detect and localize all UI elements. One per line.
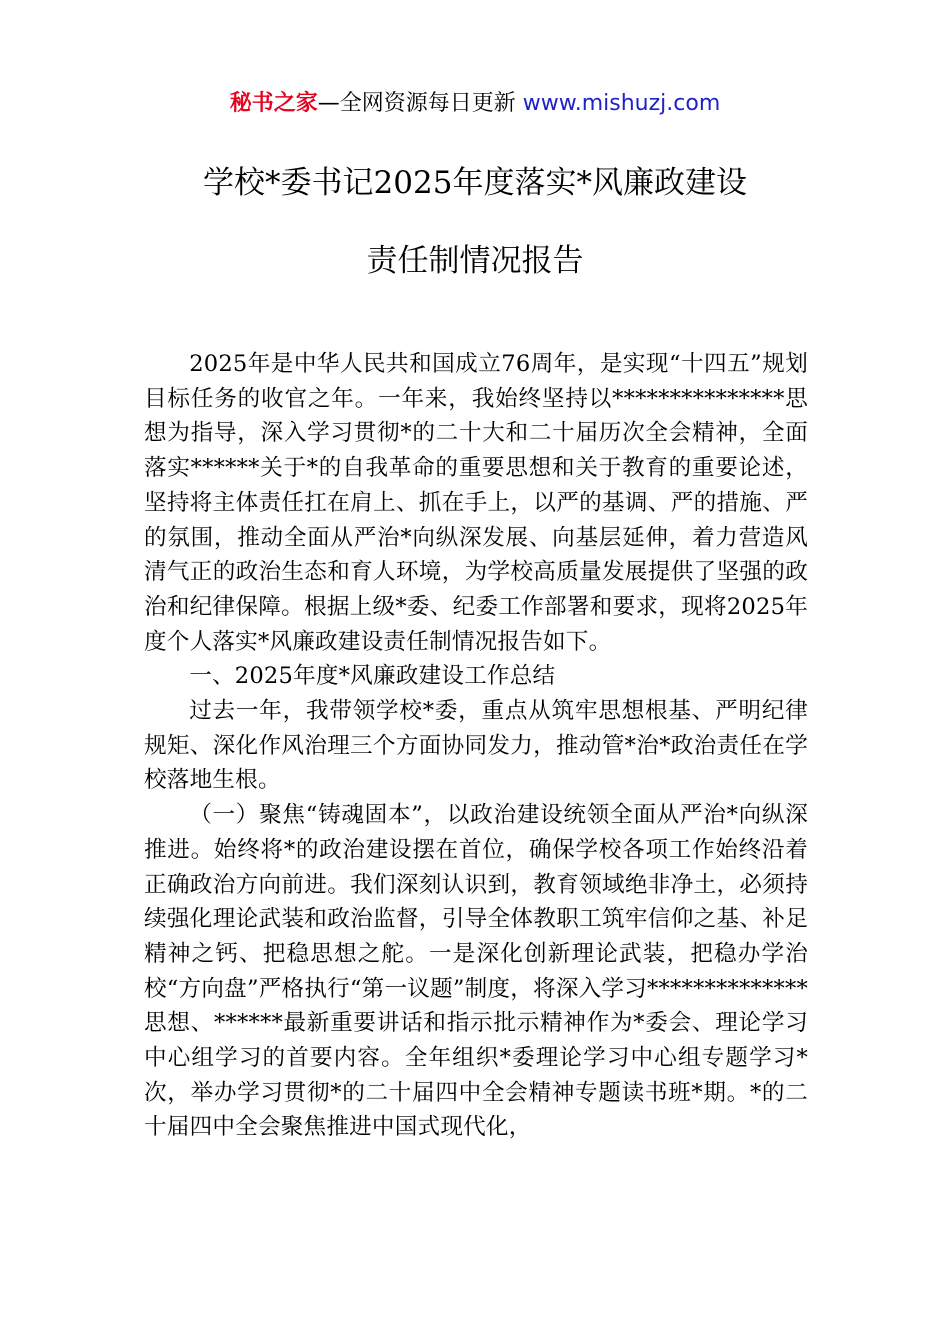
subsection-paragraph: （一）聚焦“铸魂固本”，以政治建设统领全面从严治*向纵深推进。始终将*的政治建设摆在首位，确保学校各项工作始终沿着正确政治方向前进。我们深刻认识到，教育领域绝非净土，必须持续强化理论武装和政治监督，引导全体教职工筑牢信仰之基、补足精神之钙、把稳思想之舵。一是深化创新理论武装，把稳办学治校“方向盘”严格执行“第一议题”制度，将深入学习**************思想、******最新重要讲话和指示批示精神作为*委会、理论学习中心组学习的首要内容。全年组织*委理论学习中心组专题学习*次，举办学习贯彻*的二十届四中全会精神专题读书班*期。*的二十届四中全会聚焦推进中国式现代化， xyxy=(144,802,808,1141)
document-body xyxy=(144,347,808,1145)
title-line-2: 责任制情况报告 xyxy=(366,243,584,279)
site-tagline: —全网资源每日更新 xyxy=(317,91,523,116)
site-header xyxy=(0,88,950,120)
title-line-1: 学校*委书记2025年度落实*风廉政建设 xyxy=(203,165,747,201)
intro-paragraph: 2025年是中华人民共和国成立76周年，是实现“十四五”规划目标任务的收官之年。一年来，我始终坚持以***************思想为指导，深入学习贯彻*的二十大和二十届历次全会精神，全面落实******关于*的自我革命的重要思想和关于教育的重要论述，坚持将主体责任扛在肩上、抓在手上，以严的基调、严的措施、严的氛围，推动全面从严治*向纵深发展、向基层延伸，着力营造风清气正的政治生态和育人环境，为学校高质量发展提供了坚强的政治和纪律保障。根据上级*委、纪委工作部署和要求，现将2025年度个人落实*风廉政建设责任制情况报告如下。 xyxy=(144,351,808,655)
site-brand: 秘书之家 xyxy=(229,91,318,116)
document-title xyxy=(100,158,850,286)
summary-paragraph: 过去一年，我带领学校*委，重点从筑牢思想根基、严明纪律规矩、深化作风治理三个方面协同发力，推动管*治*政治责任在学校落地生根。 xyxy=(144,698,808,794)
section-heading: 一、2025年度*风廉政建设工作总结 xyxy=(189,663,556,690)
site-url-link[interactable]: www.mishuzj.com xyxy=(522,91,721,116)
